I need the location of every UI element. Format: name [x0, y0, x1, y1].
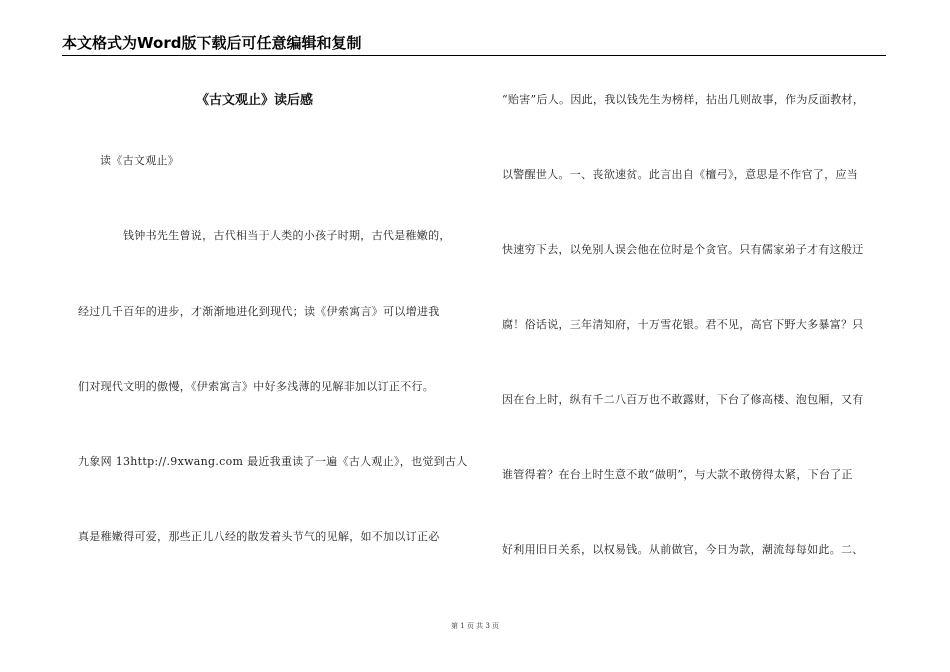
paragraph-line: 钱钟书先生曾说，古代相当于人类的小孩子时期，古代是稚嫩的，	[123, 229, 451, 242]
paragraph-line: 九象网 13http://.9xwang.com 最近我重读了一遍《古人观止》，也觉到古人	[78, 455, 468, 468]
paragraph-line: 真是稚嫩得可爱，那些正儿八经的散发着头节气的见解，如不加以订正必	[78, 530, 440, 543]
paragraph-line: 们对现代文明的傲慢，《伊索寓言》中好多浅薄的见解非加以订正不行。	[78, 380, 435, 393]
paragraph-line: 腐！俗话说，三年清知府，十万雪花银。君不见，高官下野大多暴富？只	[502, 318, 864, 331]
paragraph-line: 经过几千百年的进步，才渐渐地进化到现代；读《伊索寓言》可以增进我	[78, 305, 440, 318]
page-footer	[0, 622, 950, 631]
document-title: 《古文观止》读后感	[196, 93, 314, 108]
document-header	[62, 33, 886, 56]
paragraph-line: 快速穷下去，以免别人误会他在位时是个贪官。只有儒家弟子才有这般迂	[502, 243, 864, 256]
header-text: 本文格式为Word版下载后可任意编辑和复制	[62, 34, 362, 52]
paragraph-line: 以警醒世人。一、丧欲速贫。此言出自《檀弓》，意思是不作官了，应当	[502, 168, 859, 181]
paragraph-line: “贻害”后人。因此，我以钱先生为榜样，拈出几则故事，作为反面教材，	[502, 93, 865, 106]
paragraph-line: 谁管得着？在台上时生意不敢“做明”，与大款不敢傍得太紧，下台了正	[502, 468, 853, 481]
paragraph-line: 好利用旧日关系，以权易钱。从前做官，今日为款，潮流每每如此。二、	[502, 543, 864, 556]
page-number-text: 第 1 页 共 3 页	[450, 622, 500, 630]
paragraph-line: 因在台上时，纵有千二八百万也不敢露财，下台了修高楼、泡包厢，又有	[502, 393, 864, 406]
paragraph-line: 读《古文观止》	[100, 154, 180, 167]
